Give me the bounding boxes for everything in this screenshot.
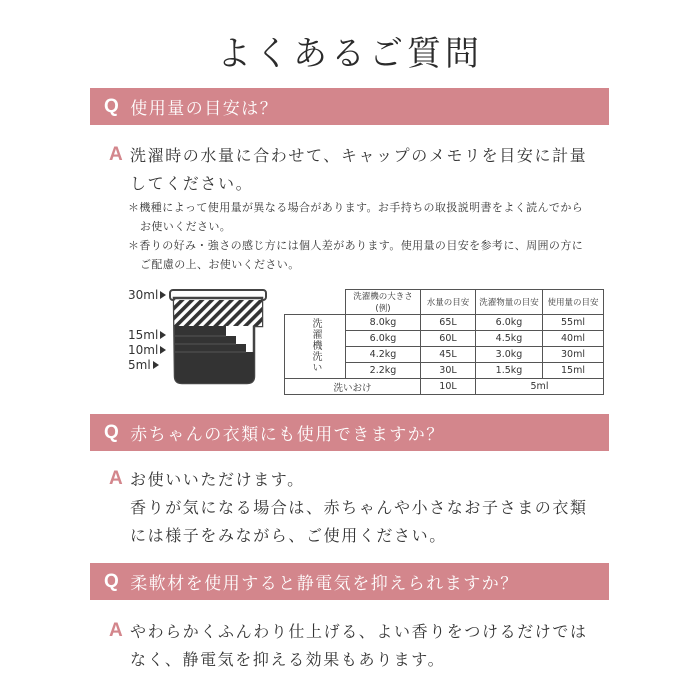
q-mark: Q xyxy=(104,95,121,117)
question-text: 使用量の目安は？ xyxy=(130,99,279,119)
answer-line: 香りが気になる場合は、赤ちゃんや小さなお子さまの衣類 xyxy=(130,498,588,517)
note-line: ご配慮の上、お使いください。 xyxy=(140,258,300,271)
group-label-cell xyxy=(285,315,346,379)
answer-line: なく、静電気を抑える効果もあります。 xyxy=(130,650,446,669)
gauge-label-5ml: 5ml xyxy=(128,358,159,372)
table-cell: 30L xyxy=(421,363,476,379)
gauge-label-30ml: 30ml xyxy=(128,288,166,302)
question-bar-1 xyxy=(90,88,609,125)
table-cell: 5ml xyxy=(476,379,604,395)
table-cell: 15ml xyxy=(543,363,604,379)
table-header: 洗濯機の大きさ(例) xyxy=(346,290,421,315)
a-mark: A xyxy=(109,468,123,489)
table-cell: 60L xyxy=(421,331,476,347)
q-mark: Q xyxy=(104,421,121,443)
note-2 xyxy=(128,236,583,274)
page-title: よくあるご質問 xyxy=(217,34,483,74)
note-line: お使いください。 xyxy=(140,220,232,233)
usage-table xyxy=(284,289,604,395)
note-line: ＊香りの好み・強さの感じ方には個人差があります。使用量の目安を参考に、周囲の方に xyxy=(128,239,584,252)
table-cell: 45L xyxy=(421,347,476,363)
table-header-row xyxy=(285,290,604,315)
table-cell: 4.5kg xyxy=(476,331,543,347)
question-text: 赤ちゃんの衣類にも使用できますか？ xyxy=(130,425,445,445)
note-1 xyxy=(128,198,583,236)
measuring-cap-icon xyxy=(166,284,276,386)
table-cell: 40ml xyxy=(543,331,604,347)
table-row xyxy=(285,315,604,331)
table-cell: 洗いおけ xyxy=(285,379,421,395)
table-cell: 10L xyxy=(421,379,476,395)
question-bar-3 xyxy=(90,563,609,600)
gauge-label-15ml: 15ml xyxy=(128,328,166,342)
table-cell: 65L xyxy=(421,315,476,331)
q-mark: Q xyxy=(104,570,121,592)
table-header: 水量の目安 xyxy=(421,290,476,315)
table-cell: 6.0kg xyxy=(346,331,421,347)
table-cell: 1.5kg xyxy=(476,363,543,379)
group-label: 洗濯機洗い xyxy=(310,317,321,373)
question-bar-2 xyxy=(90,414,609,451)
table-cell: 55ml xyxy=(543,315,604,331)
table-cell: 8.0kg xyxy=(346,315,421,331)
gauge-label-10ml: 10ml xyxy=(128,343,166,357)
table-cell: 3.0kg xyxy=(476,347,543,363)
answer-line: やわらかくふんわり仕上げる、よい香りをつけるだけでは xyxy=(130,622,588,641)
question-text: 柔軟材を使用すると静電気を抑えられますか？ xyxy=(130,574,519,594)
a-mark: A xyxy=(109,144,123,165)
note-line: ＊機種によって使用量が異なる場合があります。お手持ちの取扱説明書をよく読んでから xyxy=(128,201,584,214)
table-cell: 2.2kg xyxy=(346,363,421,379)
answer-line: 洗濯時の水量に合わせて、キャップのメモリを目安に計量 xyxy=(130,146,588,165)
a-mark: A xyxy=(109,620,123,641)
table-row-basin xyxy=(285,379,604,395)
table-header: 洗濯物量の目安 xyxy=(476,290,543,315)
answer-line: お使いいただけます。 xyxy=(130,470,305,489)
table-cell: 30ml xyxy=(543,347,604,363)
answer-line: してください。 xyxy=(130,174,254,193)
table-cell: 6.0kg xyxy=(476,315,543,331)
answer-line: には様子をみながら、ご使用ください。 xyxy=(130,526,447,545)
table-cell: 4.2kg xyxy=(346,347,421,363)
table-header: 使用量の目安 xyxy=(543,290,604,315)
